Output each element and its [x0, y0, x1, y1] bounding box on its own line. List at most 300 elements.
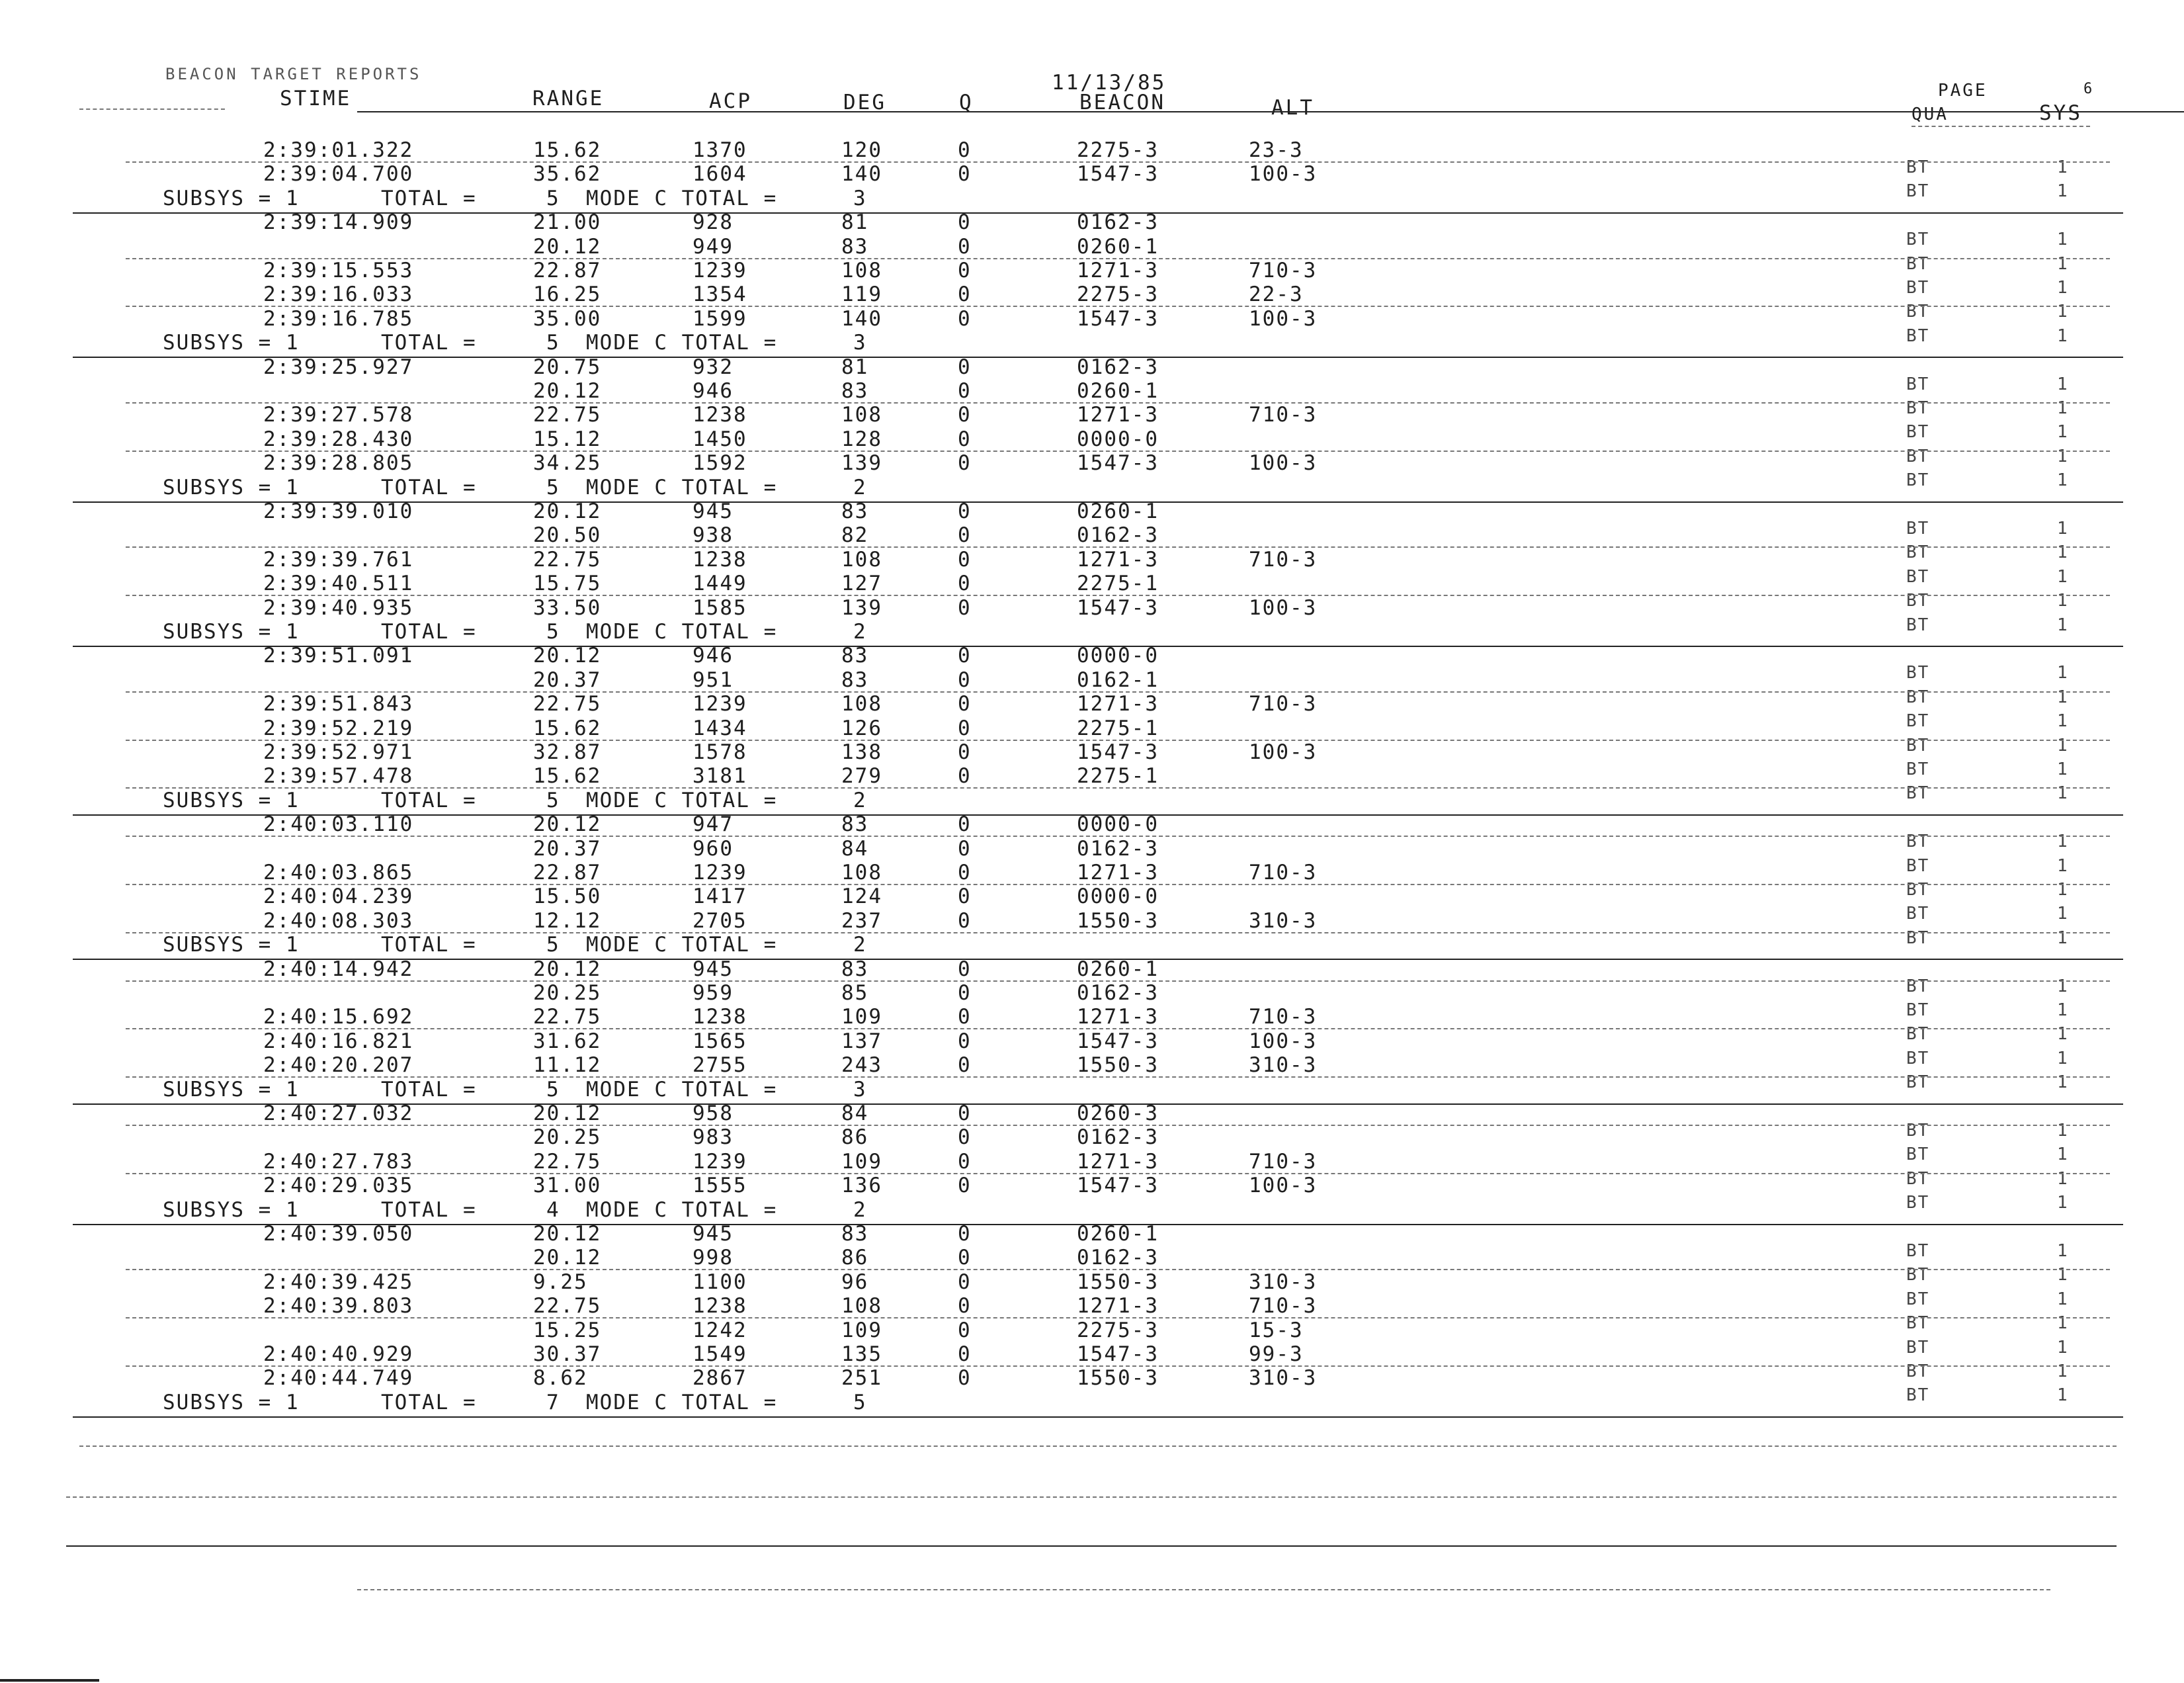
row-sys: 1	[2057, 1338, 2069, 1358]
subsys-mode-total: 5	[853, 1391, 867, 1414]
row-alt: 100-3	[1249, 307, 1318, 331]
subsys-label: SUBSYS = 1	[163, 331, 300, 355]
page-label: PAGE	[1938, 81, 1988, 101]
row-q: 0	[958, 644, 972, 668]
row-qua: BT	[1906, 470, 1930, 490]
row-deg: 126	[841, 716, 882, 740]
row-sys: 1	[2057, 1361, 2069, 1381]
row-q: 0	[958, 307, 972, 331]
row-qua: BT	[1906, 976, 1930, 996]
row-range: 20.37	[533, 668, 602, 692]
row-range: 33.50	[533, 596, 602, 620]
subsys-total-label: TOTAL =	[381, 933, 477, 957]
row-stime: 2:40:27.783	[263, 1150, 414, 1174]
row-sys: 1	[2057, 447, 2069, 466]
row-alt: 100-3	[1249, 740, 1318, 764]
row-q: 0	[958, 499, 972, 523]
row-q: 0	[958, 1342, 972, 1366]
subsys-total: 5	[546, 476, 560, 499]
row-sys: 1	[2057, 1024, 2069, 1044]
row-acp: 1434	[693, 716, 747, 740]
row-qua: BT	[1906, 1024, 1930, 1044]
row-stime: 2:40:14.942	[263, 957, 414, 981]
row-deg: 96	[841, 1270, 869, 1294]
row-deg: 237	[841, 909, 882, 933]
row-stime: 2:40:04.239	[263, 885, 414, 908]
col-header-q: Q	[959, 91, 974, 114]
subsys-label: SUBSYS = 1	[163, 1391, 300, 1414]
row-qua: BT	[1906, 326, 1930, 346]
subsys-mode-label: MODE C TOTAL =	[586, 620, 778, 644]
row-beacon: 1271-3	[1077, 861, 1159, 885]
row-qua: BT	[1906, 759, 1930, 779]
row-acp: 2867	[693, 1366, 747, 1390]
row-stime: 2:39:01.322	[263, 138, 414, 162]
row-sys: 1	[2057, 1385, 2069, 1405]
row-beacon: 1271-3	[1077, 548, 1159, 572]
row-q: 0	[958, 812, 972, 836]
row-acp: 951	[693, 668, 734, 692]
row-sys: 1	[2057, 422, 2069, 442]
row-q: 0	[958, 451, 972, 475]
row-range: 22.75	[533, 692, 602, 716]
row-q: 0	[958, 1366, 972, 1390]
row-beacon: 0000-0	[1077, 812, 1159, 836]
row-range: 8.62	[533, 1366, 588, 1390]
row-sys: 1	[2057, 1072, 2069, 1092]
subsys-label: SUBSYS = 1	[163, 1198, 300, 1222]
row-acp: 938	[693, 523, 734, 547]
col-header-stime: STIME	[280, 87, 352, 110]
row-sys: 1	[2057, 904, 2069, 924]
row-alt: 100-3	[1249, 451, 1318, 475]
row-acp: 1239	[693, 1150, 747, 1174]
row-qua: BT	[1906, 157, 1930, 177]
row-beacon: 0162-3	[1077, 837, 1159, 861]
row-beacon: 0162-3	[1077, 210, 1159, 234]
row-qua: BT	[1906, 711, 1930, 731]
row-deg: 108	[841, 692, 882, 716]
row-deg: 120	[841, 138, 882, 162]
row-alt: 310-3	[1249, 1053, 1318, 1077]
row-acp: 1450	[693, 427, 747, 451]
row-acp: 1370	[693, 138, 747, 162]
row-stime: 2:40:39.050	[263, 1222, 414, 1246]
row-stime: 2:40:44.749	[263, 1366, 414, 1390]
row-range: 20.12	[533, 235, 602, 259]
row-q: 0	[958, 692, 972, 716]
row-q: 0	[958, 548, 972, 572]
row-range: 9.25	[533, 1270, 588, 1294]
row-range: 15.50	[533, 885, 602, 908]
subsys-total: 4	[546, 1198, 560, 1222]
row-qua: BT	[1906, 880, 1930, 900]
row-stime: 2:39:25.927	[263, 355, 414, 379]
row-deg: 83	[841, 235, 869, 259]
row-q: 0	[958, 355, 972, 379]
row-stime: 2:40:03.865	[263, 861, 414, 885]
row-q: 0	[958, 1101, 972, 1125]
subsys-mode-label: MODE C TOTAL =	[586, 933, 778, 957]
row-range: 22.75	[533, 1294, 602, 1318]
col-header-alt: ALT	[1271, 96, 1314, 120]
row-beacon: 1271-3	[1077, 692, 1159, 716]
row-sys: 1	[2057, 157, 2069, 177]
row-q: 0	[958, 1174, 972, 1197]
row-qua: BT	[1906, 542, 1930, 562]
row-sys: 1	[2057, 278, 2069, 298]
row-beacon: 0260-3	[1077, 1101, 1159, 1125]
footer-rule-4	[357, 1589, 2050, 1590]
row-range: 20.12	[533, 379, 602, 403]
row-beacon: 0162-3	[1077, 355, 1159, 379]
row-acp: 1549	[693, 1342, 747, 1366]
row-sys: 1	[2057, 374, 2069, 394]
row-stime: 2:39:39.010	[263, 499, 414, 523]
row-range: 34.25	[533, 451, 602, 475]
row-q: 0	[958, 1150, 972, 1174]
row-deg: 108	[841, 1294, 882, 1318]
row-beacon: 1271-3	[1077, 1150, 1159, 1174]
row-range: 15.12	[533, 427, 602, 451]
row-range: 20.50	[533, 523, 602, 547]
row-deg: 83	[841, 1222, 869, 1246]
row-stime: 2:39:57.478	[263, 764, 414, 788]
row-sys: 1	[2057, 1144, 2069, 1164]
row-q: 0	[958, 981, 972, 1005]
row-range: 32.87	[533, 740, 602, 764]
row-qua: BT	[1906, 422, 1930, 442]
row-stime: 2:39:39.761	[263, 548, 414, 572]
row-range: 11.12	[533, 1053, 602, 1077]
row-alt: 310-3	[1249, 1366, 1318, 1390]
row-stime: 2:39:16.785	[263, 307, 414, 331]
row-stime: 2:39:27.578	[263, 403, 414, 427]
row-range: 35.62	[533, 162, 602, 186]
row-beacon: 2275-3	[1077, 1318, 1159, 1342]
row-deg: 83	[841, 499, 869, 523]
row-qua: BT	[1906, 928, 1930, 948]
row-beacon: 1547-3	[1077, 1342, 1159, 1366]
subsys-total: 5	[546, 620, 560, 644]
row-deg: 83	[841, 668, 869, 692]
row-sys: 1	[2057, 1000, 2069, 1020]
row-beacon: 0000-0	[1077, 644, 1159, 668]
row-q: 0	[958, 596, 972, 620]
row-alt: 710-3	[1249, 1150, 1318, 1174]
row-qua: BT	[1906, 447, 1930, 466]
row-stime: 2:40:27.032	[263, 1101, 414, 1125]
row-qua: BT	[1906, 1289, 1930, 1309]
row-qua: BT	[1906, 398, 1930, 418]
row-alt: 23-3	[1249, 138, 1304, 162]
row-qua: BT	[1906, 832, 1930, 851]
subsys-label: SUBSYS = 1	[163, 620, 300, 644]
row-acp: 947	[693, 812, 734, 836]
row-alt: 22-3	[1249, 282, 1304, 306]
row-qua: BT	[1906, 1169, 1930, 1189]
row-beacon: 0162-3	[1077, 1246, 1159, 1270]
row-qua: BT	[1906, 374, 1930, 394]
row-sys: 1	[2057, 1313, 2069, 1333]
row-acp: 983	[693, 1125, 734, 1149]
row-alt: 310-3	[1249, 1270, 1318, 1294]
row-q: 0	[958, 716, 972, 740]
row-beacon: 1547-3	[1077, 596, 1159, 620]
row-stime: 2:39:04.700	[263, 162, 414, 186]
row-range: 30.37	[533, 1342, 602, 1366]
row-acp: 945	[693, 1222, 734, 1246]
subsys-label: SUBSYS = 1	[163, 933, 300, 957]
subsys-total: 5	[546, 933, 560, 957]
row-deg: 84	[841, 837, 869, 861]
row-acp: 928	[693, 210, 734, 234]
row-range: 22.75	[533, 1005, 602, 1029]
row-deg: 127	[841, 572, 882, 595]
row-sys: 1	[2057, 1049, 2069, 1068]
row-range: 15.62	[533, 716, 602, 740]
report-title: BEACON TARGET REPORTS	[165, 65, 422, 83]
row-sys: 1	[2057, 1265, 2069, 1285]
row-range: 31.62	[533, 1029, 602, 1053]
row-acp: 1417	[693, 885, 747, 908]
row-range: 20.12	[533, 812, 602, 836]
row-q: 0	[958, 668, 972, 692]
row-range: 35.00	[533, 307, 602, 331]
row-q: 0	[958, 210, 972, 234]
row-acp: 1100	[693, 1270, 747, 1294]
col-header-range: RANGE	[532, 87, 605, 110]
row-acp: 1238	[693, 1294, 747, 1318]
row-deg: 139	[841, 451, 882, 475]
row-acp: 2755	[693, 1053, 747, 1077]
row-beacon: 1547-3	[1077, 1029, 1159, 1053]
row-qua: BT	[1906, 278, 1930, 298]
row-sys: 1	[2057, 1289, 2069, 1309]
row-alt: 710-3	[1249, 692, 1318, 716]
row-deg: 109	[841, 1318, 882, 1342]
row-acp: 949	[693, 235, 734, 259]
row-qua: BT	[1906, 591, 1930, 611]
row-deg: 81	[841, 355, 869, 379]
row-beacon: 0260-1	[1077, 499, 1159, 523]
row-stime: 2:39:16.033	[263, 282, 414, 306]
row-range: 22.87	[533, 259, 602, 282]
row-beacon: 1547-3	[1077, 162, 1159, 186]
row-acp: 1585	[693, 596, 747, 620]
row-qua: BT	[1906, 736, 1930, 755]
row-acp: 1239	[693, 259, 747, 282]
row-sys: 1	[2057, 254, 2069, 274]
row-deg: 85	[841, 981, 869, 1005]
row-stime: 2:40:16.821	[263, 1029, 414, 1053]
row-q: 0	[958, 740, 972, 764]
row-beacon: 1550-3	[1077, 1270, 1159, 1294]
subsys-label: SUBSYS = 1	[163, 1078, 300, 1101]
page-number: 6	[2083, 81, 2095, 97]
row-deg: 119	[841, 282, 882, 306]
row-stime: 2:39:40.511	[263, 572, 414, 595]
row-beacon: 0162-3	[1077, 1125, 1159, 1149]
row-q: 0	[958, 427, 972, 451]
row-deg: 243	[841, 1053, 882, 1077]
row-beacon: 1550-3	[1077, 1366, 1159, 1390]
row-deg: 82	[841, 523, 869, 547]
row-beacon: 2275-1	[1077, 764, 1159, 788]
subsys-total-label: TOTAL =	[381, 187, 477, 210]
report-date: 11/13/85	[1052, 71, 1167, 95]
row-qua: BT	[1906, 615, 1930, 635]
row-q: 0	[958, 1222, 972, 1246]
row-range: 21.00	[533, 210, 602, 234]
subsys-mode-label: MODE C TOTAL =	[586, 331, 778, 355]
row-beacon: 1271-3	[1077, 1294, 1159, 1318]
row-qua: BT	[1906, 1121, 1930, 1141]
row-range: 22.75	[533, 403, 602, 427]
row-deg: 83	[841, 379, 869, 403]
row-beacon: 0162-3	[1077, 523, 1159, 547]
row-sys: 1	[2057, 567, 2069, 587]
row-sys: 1	[2057, 759, 2069, 779]
subsys-mode-total: 3	[853, 187, 867, 210]
bottom-edge-mark	[0, 1679, 99, 1682]
row-qua: BT	[1906, 1049, 1930, 1068]
subsys-label: SUBSYS = 1	[163, 187, 300, 210]
subsys-mode-label: MODE C TOTAL =	[586, 1198, 778, 1222]
row-alt: 710-3	[1249, 548, 1318, 572]
row-q: 0	[958, 138, 972, 162]
row-range: 15.62	[533, 138, 602, 162]
subsys-total-label: TOTAL =	[381, 476, 477, 499]
row-acp: 1592	[693, 451, 747, 475]
row-q: 0	[958, 764, 972, 788]
row-beacon: 1547-3	[1077, 451, 1159, 475]
row-qua: BT	[1906, 302, 1930, 322]
footer-rule-3	[66, 1545, 2117, 1547]
row-stime: 2:39:51.091	[263, 644, 414, 668]
row-q: 0	[958, 957, 972, 981]
subsys-total-label: TOTAL =	[381, 1391, 477, 1414]
subsys-mode-label: MODE C TOTAL =	[586, 1078, 778, 1101]
row-beacon: 0000-0	[1077, 885, 1159, 908]
row-stime: 2:39:52.971	[263, 740, 414, 764]
row-range: 20.75	[533, 355, 602, 379]
col-header-qua: QUA	[1911, 105, 1949, 124]
row-range: 20.12	[533, 1101, 602, 1125]
row-acp: 960	[693, 837, 734, 861]
row-acp: 1238	[693, 1005, 747, 1029]
row-sys: 1	[2057, 302, 2069, 322]
row-stime: 2:40:29.035	[263, 1174, 414, 1197]
row-sys: 1	[2057, 542, 2069, 562]
row-range: 22.87	[533, 861, 602, 885]
row-qua: BT	[1906, 519, 1930, 539]
subsys-mode-label: MODE C TOTAL =	[586, 187, 778, 210]
row-alt: 100-3	[1249, 162, 1318, 186]
subsys-underline	[73, 1416, 2123, 1418]
row-sys: 1	[2057, 470, 2069, 490]
row-beacon: 2275-3	[1077, 282, 1159, 306]
row-q: 0	[958, 861, 972, 885]
row-qua: BT	[1906, 567, 1930, 587]
row-beacon: 2275-1	[1077, 572, 1159, 595]
row-qua: BT	[1906, 230, 1930, 249]
row-stime: 2:39:52.219	[263, 716, 414, 740]
row-deg: 108	[841, 259, 882, 282]
row-q: 0	[958, 259, 972, 282]
row-sys: 1	[2057, 1193, 2069, 1213]
row-qua: BT	[1906, 1338, 1930, 1358]
row-q: 0	[958, 1270, 972, 1294]
row-q: 0	[958, 235, 972, 259]
row-beacon: 1271-3	[1077, 1005, 1159, 1029]
subsys-mode-label: MODE C TOTAL =	[586, 1391, 778, 1414]
row-deg: 83	[841, 957, 869, 981]
row-deg: 124	[841, 885, 882, 908]
row-alt: 100-3	[1249, 596, 1318, 620]
col-header-deg: DEG	[843, 91, 886, 114]
subsys-mode-total: 3	[853, 1078, 867, 1101]
row-q: 0	[958, 909, 972, 933]
row-deg: 279	[841, 764, 882, 788]
row-range: 20.12	[533, 1246, 602, 1270]
row-deg: 140	[841, 307, 882, 331]
row-deg: 136	[841, 1174, 882, 1197]
row-q: 0	[958, 1246, 972, 1270]
row-acp: 945	[693, 957, 734, 981]
row-stime: 2:40:20.207	[263, 1053, 414, 1077]
subsys-label: SUBSYS = 1	[163, 476, 300, 499]
row-acp: 1565	[693, 1029, 747, 1053]
row-qua: BT	[1906, 1072, 1930, 1092]
row-sys: 1	[2057, 1241, 2069, 1261]
row-beacon: 1271-3	[1077, 259, 1159, 282]
subsys-total-label: TOTAL =	[381, 620, 477, 644]
row-alt: 710-3	[1249, 861, 1318, 885]
row-acp: 1555	[693, 1174, 747, 1197]
row-beacon: 0260-1	[1077, 1222, 1159, 1246]
row-alt: 710-3	[1249, 403, 1318, 427]
row-deg: 109	[841, 1005, 882, 1029]
row-qua: BT	[1906, 1313, 1930, 1333]
row-range: 20.12	[533, 957, 602, 981]
subsys-mode-total: 2	[853, 1198, 867, 1222]
row-acp: 959	[693, 981, 734, 1005]
row-sys: 1	[2057, 1169, 2069, 1189]
row-range: 20.12	[533, 644, 602, 668]
subsys-total: 5	[546, 1078, 560, 1101]
footer-rule-2	[66, 1496, 2117, 1498]
row-q: 0	[958, 282, 972, 306]
col-header-acp: ACP	[709, 89, 752, 113]
row-deg: 139	[841, 596, 882, 620]
row-deg: 108	[841, 861, 882, 885]
row-stime: 2:40:08.303	[263, 909, 414, 933]
row-beacon: 1547-3	[1077, 307, 1159, 331]
row-qua: BT	[1906, 904, 1930, 924]
row-beacon: 0260-1	[1077, 235, 1159, 259]
row-acp: 1239	[693, 692, 747, 716]
row-stime: 2:39:15.553	[263, 259, 414, 282]
subsys-mode-label: MODE C TOTAL =	[586, 476, 778, 499]
subsys-mode-label: MODE C TOTAL =	[586, 789, 778, 812]
row-alt: 310-3	[1249, 909, 1318, 933]
row-acp: 1238	[693, 548, 747, 572]
row-acp: 1354	[693, 282, 747, 306]
row-range: 16.25	[533, 282, 602, 306]
row-qua: BT	[1906, 1241, 1930, 1261]
row-alt: 99-3	[1249, 1342, 1304, 1366]
